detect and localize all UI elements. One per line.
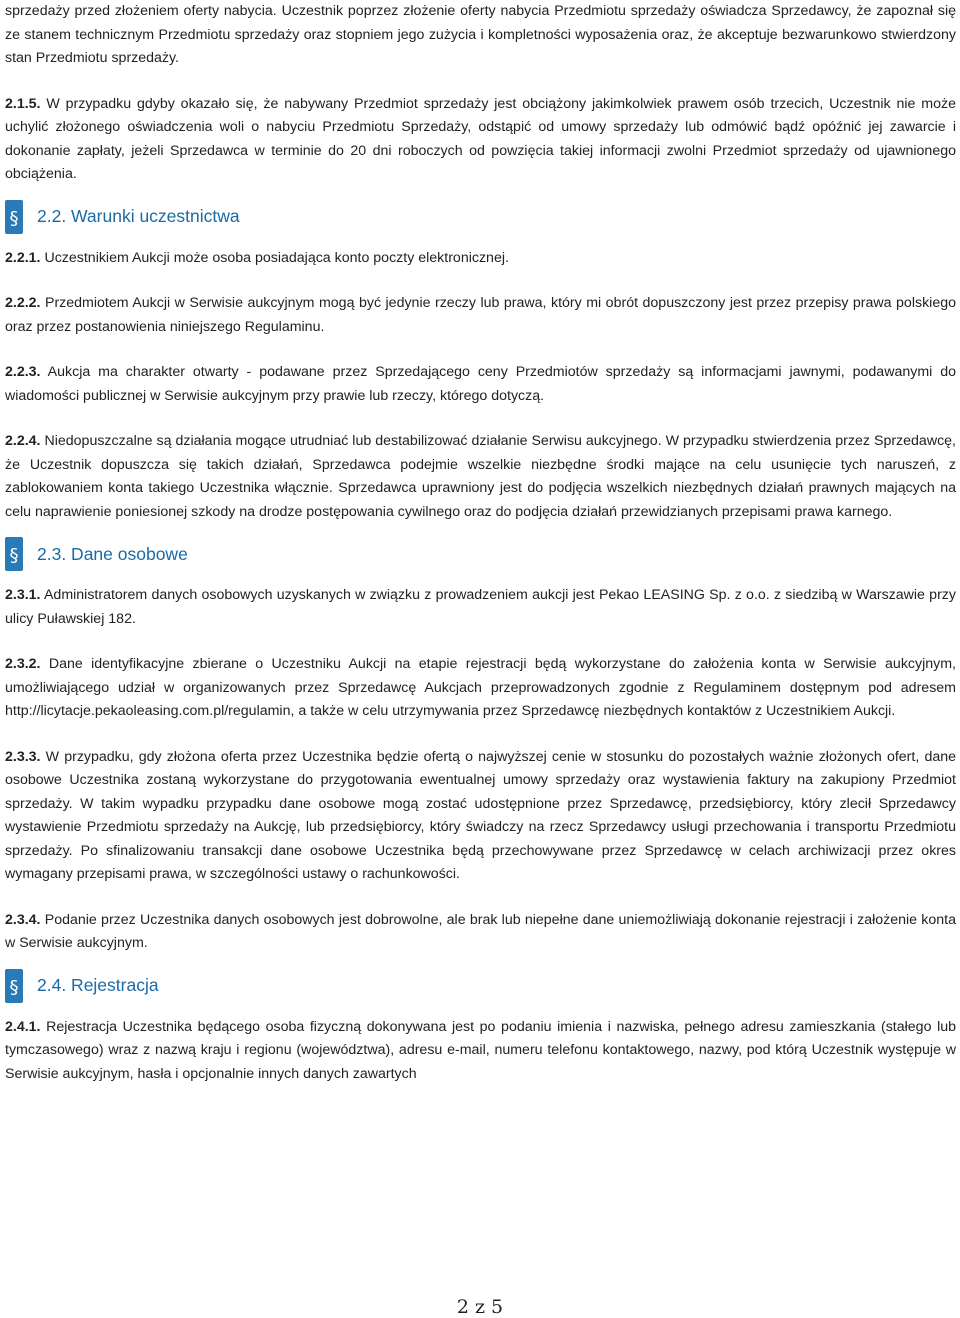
section-title: 2.2. Warunki uczestnictwa <box>37 206 240 226</box>
paragraph-2-3-3 <box>5 746 956 887</box>
section-heading-2-3 <box>5 536 956 572</box>
paragraph-number: 2.3.2. <box>5 656 41 672</box>
paragraph-icon <box>5 969 23 1003</box>
paragraph-number: 2.3.1. <box>5 587 41 603</box>
svg-text:§: § <box>9 976 19 998</box>
paragraph-number: 2.1.5. <box>5 95 41 112</box>
paragraph-text: Aukcja ma charakter otwarty - podawane przez Sprzedającego ceny Przedmiotów sprzedaży są informacjami jawnymi, podawanymi do wiadomości publicznej w Serwisie aukcyjnym przy prawie lub rzeczy, którego dotyczą. <box>5 364 956 404</box>
paragraph-2-2-2 <box>5 292 956 339</box>
paragraph-number: 2.2.1. <box>5 249 41 266</box>
paragraph-2-2-4 <box>5 430 956 524</box>
paragraph-text: Uczestnikiem Aukcji może osoba posiadająca konto poczty elektronicznej. <box>40 249 509 266</box>
intro-paragraph: sprzedaży przed złożeniem oferty nabycia. Uczestnik poprzez złożenie oferty nabycia Przedmiotu sprzedaży oświadcza Sprzedawcy, że zapoznał się ze stanem technicznym Przedmiotu sprzedaży oraz stopniem jego zużycia i kompletności wyposażenia oraz, że akceptuje bezwarunkowo stwierdzony stan Przedmiotu sprzedaży. <box>5 3 956 66</box>
paragraph-icon <box>5 537 23 571</box>
paragraph-text: W przypadku gdyby okazało się, że nabywany Przedmiot sprzedaży jest obciążony jakimkolwiek prawem osób trzecich, Uczestnik nie może uchylić złożonego oświadczenia woli o nabyciu Przedmiotu Sprzedaży, odstąpić od umowy sprzedaży lub odmówić bądź opóźnić jej zawarcie i dokonanie zapłaty, jeżeli Sprzedawca w terminie do 20 dni roboczych od powzięcia takiej informacji zwolni Przedmiot sprzedaży od ujawnionego obciążenia. <box>5 95 956 182</box>
section-heading-2-2 <box>5 199 956 235</box>
paragraph-number: 2.2.2. <box>5 295 41 311</box>
section-title: 2.4. Rejestracja <box>37 975 159 995</box>
paragraph-text: Rejestracja Uczestnika będącego osoba fizyczną dokonywana jest po podaniu imienia i nazwiska, pełnego adresu zamieszkania (stałego lub tymczasowego) wraz z nazwą kraju i regionu (województwa), adresu e-mail, numeru telefonu kontaktowego, nazwy, pod którą Uczestnik występuje w Serwisie aukcyjnym, hasła i opcjonalnie innych danych zawartych <box>5 1018 956 1082</box>
paragraph-2-3-1 <box>5 584 956 631</box>
paragraph-text: Podanie przez Uczestnika danych osobowych jest dobrowolne, ale brak lub niepełne dane uniemożliwiają dokonanie rejestracji i założenie konta w Serwisie aukcyjnym. <box>5 911 956 951</box>
paragraph-2-3-4 <box>5 909 956 956</box>
paragraph-icon <box>5 200 23 234</box>
paragraph-text: Dane identyfikacyjne zbierane o Uczestniku Aukcji na etapie rejestracji będą wykorzystane do założenia konta w Serwisie aukcyjnym, umożliwiającego udział w organizowanych przez Sprzedawcę Aukcjach przeprowadzonych zgodnie z Regulaminem dostępnym pod adresem http://licytacje.pekaoleasing.com.pl/regulamin, a także w celu utrzymywania przez Sprzedawcę niezbędnych kontaktów z Uczestnikiem Aukcji. <box>5 656 956 719</box>
svg-text:§: § <box>9 545 19 566</box>
paragraph-text: Przedmiotem Aukcji w Serwisie aukcyjnym mogą być jedynie rzeczy lub prawa, który mi obrót dopuszczony jest przez przepisy prawa polskiego oraz przez postanowienia niniejszego Regulaminu. <box>5 295 956 335</box>
paragraph-2-4-1 <box>5 1016 956 1087</box>
paragraph-number: 2.4.1. <box>5 1018 41 1035</box>
section-heading-2-4 <box>5 968 956 1004</box>
paragraph-text: Niedopuszczalne są działania mogące utrudniać lub destabilizować działanie Serwisu aukcyjnego. W przypadku stwierdzenia przez Sprzedawcę, że Uczestnik dopuszcza się takich działań, Sprzedawca podejmie wszelkie niezbędne środki mające na celu usunięcie tych naruszeń, z zablokowaniem konta takiego Uczestnika włącznie. Sprzedawca uprawniony jest do podjęcia wszelkich niezbędnych działań prawnych mających na celu naprawienie poniesionej szkody na drodze postępowania cywilnego oraz do podjęcia działań przewidzianych przepisami prawa karnego. <box>5 433 956 520</box>
paragraph-number: 2.2.4. <box>5 433 41 449</box>
paragraph-number: 2.3.4. <box>5 911 41 928</box>
paragraph-text: Administratorem danych osobowych uzyskanych w związku z prowadzeniem aukcji jest Pekao LEASING Sp. z o.o. z siedzibą w Warszawie przy ulicy Puławskiej 182. <box>5 587 956 627</box>
paragraph-2-2-3 <box>5 361 956 408</box>
paragraph-2-2-1 <box>5 247 956 271</box>
paragraph-number: 2.2.3. <box>5 364 41 380</box>
paragraph-number: 2.3.3. <box>5 748 41 765</box>
section-title: 2.3. Dane osobowe <box>37 543 188 564</box>
paragraph-text: W przypadku, gdy złożona oferta przez Uczestnika będzie ofertą o najwyższej cenie w stosunku do pozostałych ważnie złożonych ofert, dane osobowe Uczestnika zostaną wykorzystane do przygotowania ewentualnej umowy sprzedaży oraz wystawienia faktury na zakupiony Przedmiot sprzedaży. W takim wypadku przypadku dane osobowe mogą zostać udostępnione przez Sprzedawcę, przedsiębiorcy, który zlecił Sprzedawcy wystawienie Przedmiotu sprzedaży na Aukcję, lub przedsiębiorcy, który świadczy na rzecz Sprzedawcy usługi przechowania i transportu Przedmiotu sprzedaży. Po sfinalizowaniu transakcji dane osobowe Uczestnika będą przechowywane przez Sprzedawcę w celach archiwizacji przez okres wymagany przepisami prawa, w szczególności ustawy o rachunkowości. <box>5 748 956 882</box>
paragraph-2-3-2 <box>5 653 956 724</box>
document-page <box>5 0 956 1086</box>
page-number: 2 z 5 <box>456 1296 504 1318</box>
svg-text:§: § <box>9 207 19 229</box>
paragraph-2-1-5 <box>5 93 956 187</box>
